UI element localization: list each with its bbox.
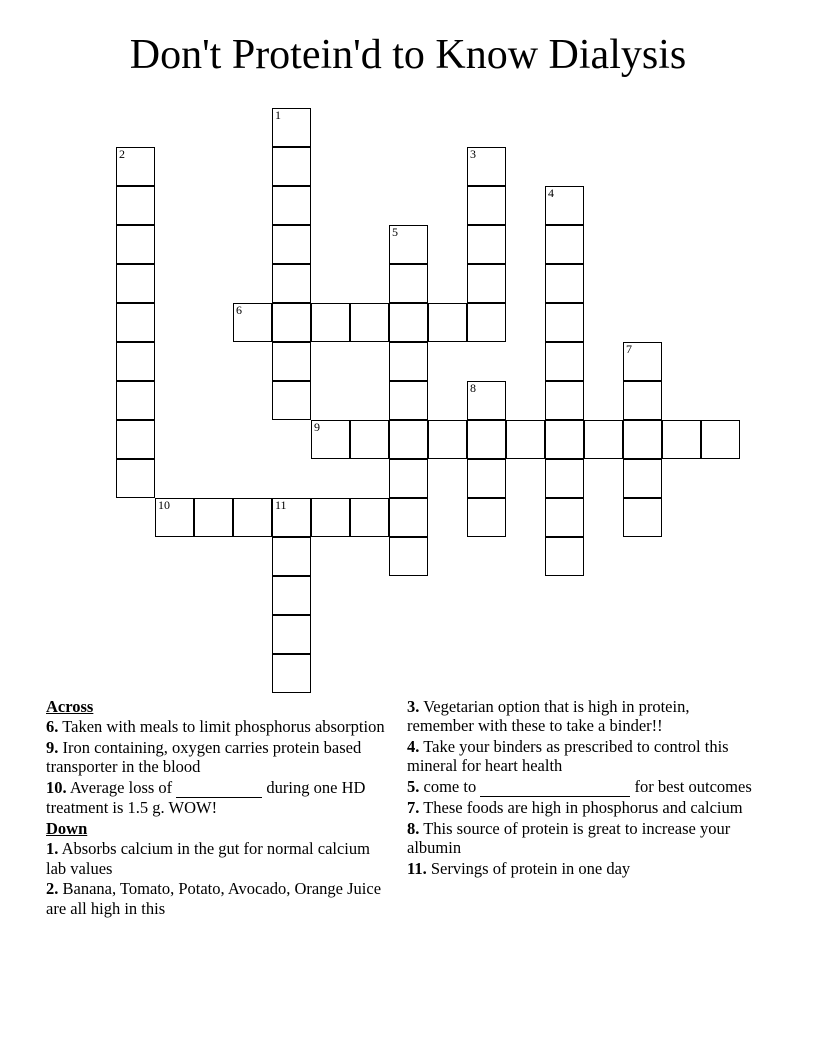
clue-item [46, 778, 391, 818]
grid-cell[interactable] [623, 420, 662, 459]
grid-cell[interactable] [467, 498, 506, 537]
clue-text: Banana, Tomato, Potato, Avocado, Orange Juice are all high in this [46, 879, 382, 918]
grid-cell[interactable] [428, 420, 467, 459]
grid-cell[interactable] [467, 186, 506, 225]
clue-number: 1. [46, 839, 59, 859]
clues-column-right [407, 697, 755, 879]
clues-section [0, 697, 816, 997]
grid-cell[interactable] [389, 498, 428, 537]
grid-cell[interactable] [701, 420, 740, 459]
clue-item [46, 839, 391, 878]
down-heading: Down [46, 818, 88, 838]
clue-item [46, 879, 391, 918]
clue-text: Absorbs calcium in the gut for normal calcium lab values [46, 839, 370, 878]
grid-cell[interactable] [467, 381, 506, 420]
clue-number: 8. [407, 818, 420, 838]
grid-cell[interactable] [545, 342, 584, 381]
grid-cell[interactable] [467, 225, 506, 264]
grid-cell[interactable] [467, 459, 506, 498]
grid-cell[interactable] [389, 264, 428, 303]
clue-number: 6. [46, 717, 59, 737]
clue-item [407, 777, 755, 797]
grid-cell[interactable] [545, 225, 584, 264]
grid-cell[interactable] [584, 420, 623, 459]
down-clue-list-right [407, 697, 755, 878]
clue-item [46, 738, 391, 777]
grid-cell[interactable] [272, 225, 311, 264]
grid-cell[interactable] [545, 303, 584, 342]
grid-cell[interactable] [350, 303, 389, 342]
across-heading: Across [46, 697, 94, 716]
grid-cell[interactable] [389, 459, 428, 498]
grid-cell[interactable] [545, 537, 584, 576]
clues-column-left [46, 697, 391, 919]
grid-cell[interactable] [116, 225, 155, 264]
grid-cell[interactable] [116, 303, 155, 342]
grid-cell[interactable] [272, 108, 311, 147]
grid-cell[interactable] [233, 498, 272, 537]
grid-cell[interactable] [623, 498, 662, 537]
grid-cell[interactable] [467, 264, 506, 303]
down-clue-list-left [46, 839, 391, 918]
grid-cell[interactable] [155, 498, 194, 537]
clue-item [407, 697, 755, 736]
grid-cell[interactable] [311, 498, 350, 537]
clue-text: come to [423, 776, 481, 796]
grid-cell-number: 9 [314, 420, 320, 434]
grid-cell[interactable] [116, 381, 155, 420]
grid-cell[interactable] [389, 342, 428, 381]
clue-number: 2. [46, 879, 59, 899]
clue-blank [176, 778, 262, 798]
grid-cell[interactable] [272, 147, 311, 186]
grid-cell[interactable] [467, 303, 506, 342]
grid-cell[interactable] [272, 498, 311, 537]
grid-cell[interactable] [545, 186, 584, 225]
clue-blank [480, 777, 630, 797]
grid-cell-number: 3 [470, 147, 476, 161]
grid-cell-number: 2 [119, 147, 125, 161]
clue-number: 11. [407, 858, 427, 878]
clue-text: Servings of protein in one day [430, 858, 631, 878]
grid-cell[interactable] [545, 420, 584, 459]
grid-cell-number: 11 [275, 498, 287, 512]
grid-cell[interactable] [116, 459, 155, 498]
clue-number: 10. [46, 777, 67, 797]
grid-cell[interactable] [545, 264, 584, 303]
grid-cell-number: 1 [275, 108, 281, 122]
clue-text: This source of protein is great to increase your albumin [407, 818, 731, 858]
grid-cell[interactable] [623, 381, 662, 420]
across-clue-list [46, 717, 391, 817]
grid-cell-number: 8 [470, 381, 476, 395]
grid-cell[interactable] [272, 654, 311, 693]
clue-item [407, 737, 755, 776]
clue-text: during one HD treatment is 1.5 g. WOW! [46, 777, 366, 818]
grid-cell[interactable] [194, 498, 233, 537]
grid-cell[interactable] [545, 381, 584, 420]
clue-text: These foods are high in phosphorus and calcium [423, 798, 743, 818]
clue-number: 3. [407, 697, 420, 716]
clue-text: Taken with meals to limit phosphorus absorption [62, 717, 385, 737]
grid-cell[interactable] [272, 303, 311, 342]
clue-text: Vegetarian option that is high in protein, remember with these to take a binder!! [407, 697, 690, 736]
clue-item [46, 717, 391, 736]
grid-cell[interactable] [116, 186, 155, 225]
clue-item [407, 859, 755, 878]
clue-number: 9. [46, 737, 59, 757]
grid-cell[interactable] [311, 420, 350, 459]
grid-cell[interactable] [623, 342, 662, 381]
grid-cell[interactable] [272, 264, 311, 303]
grid-cell[interactable] [545, 459, 584, 498]
grid-cell[interactable] [467, 420, 506, 459]
grid-cell[interactable] [350, 420, 389, 459]
grid-cell[interactable] [428, 303, 467, 342]
clue-item [407, 798, 755, 817]
grid-cell[interactable] [311, 303, 350, 342]
grid-cell[interactable] [467, 147, 506, 186]
grid-cell-number: 6 [236, 303, 242, 317]
grid-cell[interactable] [116, 420, 155, 459]
grid-cell[interactable] [116, 147, 155, 186]
grid-cell[interactable] [662, 420, 701, 459]
clue-text: Take your binders as prescribed to control this mineral for heart health [407, 736, 729, 776]
clue-text: Iron containing, oxygen carries protein based transporter in the blood [46, 737, 362, 777]
grid-cell[interactable] [272, 381, 311, 420]
clue-text: Average loss of [69, 777, 177, 797]
grid-cell[interactable] [623, 459, 662, 498]
clue-number: 7. [407, 798, 420, 818]
grid-cell[interactable] [389, 537, 428, 576]
page-title: Don't Protein'd to Know Dialysis [129, 32, 687, 78]
grid-cell[interactable] [272, 537, 311, 576]
clue-number: 5. [407, 776, 420, 796]
grid-cell-number: 5 [392, 225, 398, 239]
grid-cell[interactable] [272, 186, 311, 225]
grid-cell-number: 4 [548, 186, 554, 200]
clue-text: for best outcomes [630, 776, 752, 796]
grid-cell[interactable] [272, 576, 311, 615]
grid-cell[interactable] [389, 420, 428, 459]
grid-cell[interactable] [272, 342, 311, 381]
grid-cell-number: 7 [626, 342, 632, 356]
grid-cell[interactable] [389, 381, 428, 420]
grid-cell[interactable] [116, 264, 155, 303]
clue-number: 4. [407, 736, 420, 756]
grid-cell[interactable] [116, 342, 155, 381]
grid-cell[interactable] [389, 303, 428, 342]
clue-item [407, 819, 755, 858]
grid-cell[interactable] [272, 615, 311, 654]
grid-cell[interactable] [545, 498, 584, 537]
grid-cell-number: 10 [158, 498, 170, 512]
grid-cell[interactable] [389, 225, 428, 264]
grid-cell[interactable] [350, 498, 389, 537]
grid-cell[interactable] [233, 303, 272, 342]
grid-cell[interactable] [506, 420, 545, 459]
